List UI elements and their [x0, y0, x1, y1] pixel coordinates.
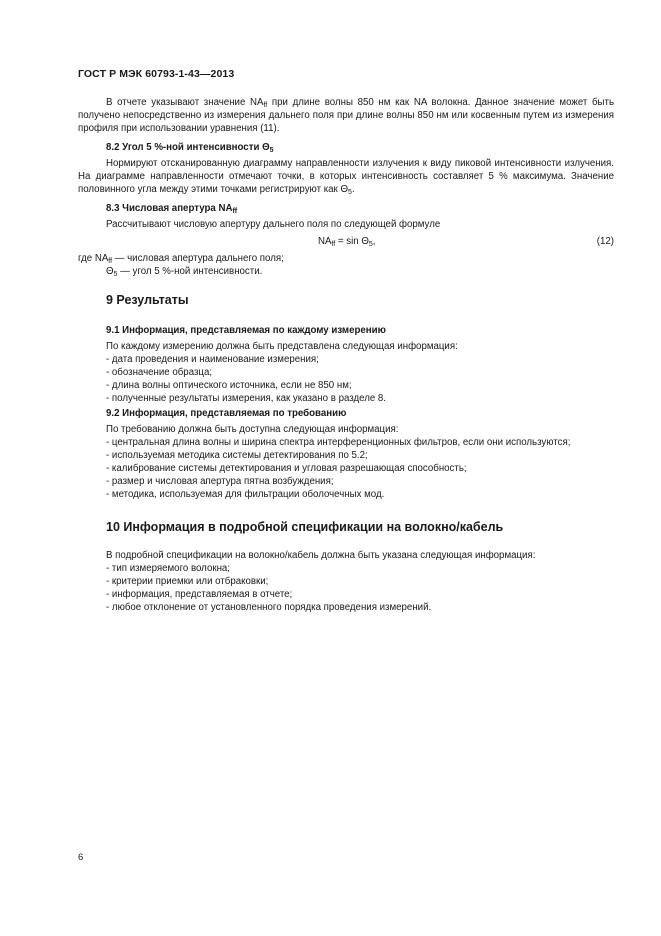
document-body [78, 96, 614, 614]
formula-expression: $NA_{ff} = \sin \Theta_5$, [318, 236, 376, 248]
list-item: - размер и числовая апертура пятна возбуждения; [106, 476, 334, 487]
formula-12 [78, 234, 614, 250]
list-item: - центральная длина волны и ширина спектра интерференционных фильтров, если они используются; [106, 437, 571, 448]
list-item: - длина волны оптического источника, если не 850 нм; [106, 380, 352, 391]
list-item: - тип измеряемого волокна; [106, 563, 230, 574]
document-header-title: ГОСТ Р МЭК 60793-1-43—2013 [78, 68, 235, 80]
subsection-9-2-title: 9.2 Информация, представляемая по требованию [106, 408, 347, 419]
subsection-8-3-title: 8.3 Числовая апертура $NA_{ff}$ [106, 203, 238, 215]
where-line-1: где $NA_{ff}$ — числовая апертура дальнего поля; [78, 253, 284, 265]
subsection-9-1-intro: По каждому измерению должна быть представлена следующая информация: [106, 341, 458, 352]
formula-number: (12) [596, 236, 614, 247]
list-item: - методика, используемая для фильтрации оболочечных мод. [106, 489, 385, 500]
subsection-9-2-intro: По требованию должна быть доступна следующая информация: [106, 424, 399, 435]
paragraph-na-formula-intro: Рассчитывают числовую апертуру дальнего поля по следующей формуле [106, 219, 441, 230]
list-item: - полученные результаты измерения, как указано в разделе 8. [106, 393, 387, 404]
list-item: - используемая методика системы детектирования по 5.2; [106, 450, 368, 461]
list-item: - любое отклонение от установленного порядка проведения измерений. [106, 602, 432, 613]
where-line-2: $\Theta_5$ — угол 5 %-ной интенсивности. [106, 266, 263, 278]
page-number: 6 [78, 852, 84, 863]
list-item: - информация, представляемая в отчете; [106, 589, 293, 600]
list-item: - дата проведения и наименование измерения; [106, 354, 319, 365]
paragraph-na-report: В отчете указывают значение $NA_{ff}$ при длине волны 850 нм как NA волокна. Данное значение может быть получено непосредственно из измерения дальнего поля при длине волны 850 нм или косвенным путем из измерения профиля при использовании уравнения (11). [78, 97, 614, 134]
subsection-8-2-title: 8.2 Угол 5 %-ной интенсивности $\Theta_5$ [106, 142, 274, 154]
paragraph-angle-5: Нормируют отсканированную диаграмму направленности излучения к виду пиковой интенсивности излучения. На диаграмме направленности отмечают точки, в которых интенсивность составляет 5 % максимума. Значение половинного угла между этими точками регистрируют как $\Theta_5$. [78, 158, 614, 196]
list-item: - калибрование системы детектирования и угловая разрешающая способность; [106, 463, 467, 474]
section-10-intro: В подробной спецификации на волокно/кабель должна быть указана следующая информация: [106, 550, 536, 561]
section-10-title: 10 Информация в подробной спецификации на волокно/кабель [106, 520, 504, 534]
list-item: - обозначение образца; [106, 367, 213, 378]
section-9-title: 9 Результаты [106, 293, 189, 307]
subsection-9-1-title: 9.1 Информация, представляемая по каждому измерению [106, 325, 386, 336]
list-item: - критерии приемки или отбраковки; [106, 576, 269, 587]
